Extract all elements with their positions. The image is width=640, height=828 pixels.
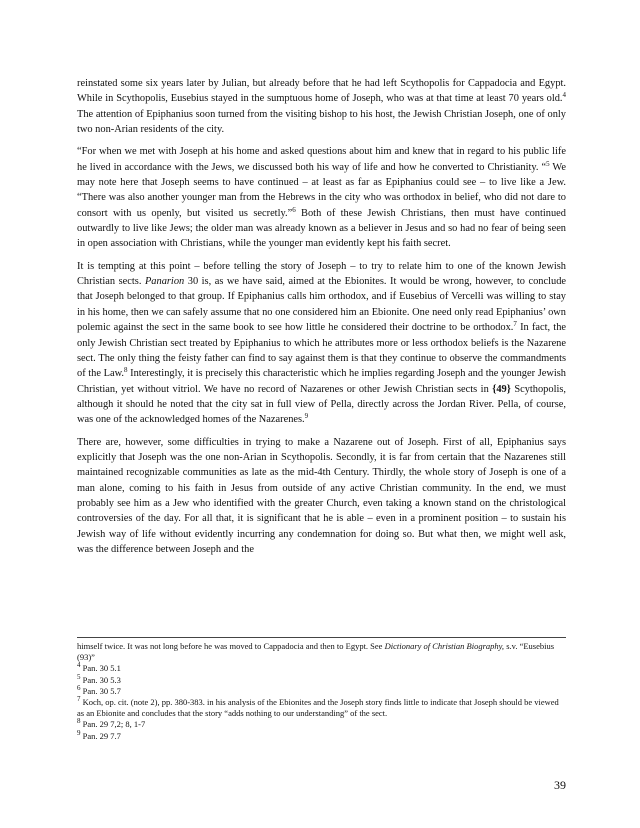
- text-run: In fact, the only Jewish Christian sect treated by Epiphanius to which he attributes more or less orthodox beliefs is the Nazarene sect. The only thing the feisty father can find to say against them is that they continue to observe the commandments of the Law.: [77, 322, 566, 380]
- footnote-fn-cont: [77, 641, 566, 663]
- text-run: Pan. 29 7,2; 8, 1-7: [80, 719, 146, 730]
- text-run: Interestingly, it is precisely this characteristic which he implies regarding Joseph and the younger Jewish Christian, yet without vitriol. We have no record of Nazarenes or other Jewish Christian sects in: [77, 368, 566, 395]
- footnote-marker: 8: [77, 717, 81, 726]
- text-run: It is tempting at this point – before telling the story of Joseph – to try to relate him to one of the known Jewish Christian sects.: [77, 260, 566, 288]
- footnote-marker: 7: [77, 695, 81, 704]
- footnote-marker: 9: [304, 412, 309, 421]
- text-run: Dictionary of Christian Biography,: [384, 641, 505, 651]
- footnote-marker: 4: [562, 91, 566, 100]
- footnote-marker: 9: [77, 728, 81, 737]
- footnote-fn8: [77, 719, 566, 730]
- footnote-fn6: [77, 683, 566, 697]
- footnote-marker: 8: [124, 366, 128, 375]
- footnote-separator: [77, 637, 566, 638]
- text-run: s.v. “Eusebius (93)”: [77, 641, 555, 663]
- body-text: [77, 76, 566, 564]
- footnote-fn4: [77, 663, 566, 674]
- paragraph-p4: [77, 435, 566, 558]
- text-run: {49}: [492, 383, 511, 395]
- footnote-fn9: [77, 728, 566, 742]
- footnote-marker: 7: [513, 320, 517, 329]
- footnote-fn7: [77, 697, 566, 719]
- text-run: Pan. 30 5.3: [80, 674, 121, 685]
- footnote-marker: 6: [77, 683, 81, 692]
- paragraph-p2: [77, 144, 566, 251]
- text-run: himself twice. It was not long before he was moved to Cappadocia and then to Egypt. See: [77, 641, 385, 651]
- footnote-marker: 5: [546, 159, 550, 168]
- page-number: 39: [554, 778, 566, 792]
- text-run: Pan. 30 5.1: [80, 663, 121, 674]
- footnotes: [77, 641, 566, 742]
- text-run: Pan. 29 7.7: [80, 730, 121, 741]
- text-run: There are, however, some difficulties in trying to make a Nazarene out of Joseph. First of all, Epiphanius says explicitly that Joseph was the one non-Arian in Scythopolis. Secondly, it is far from certain that the Nazarenes still maintained recognizable communities as late as the mid-4th Century. Thirdly, the whole story of Joseph is one of a man alone, coming to his faith in Jesus from outside of any active Christian community. In the end, we must probably see him as a Jew who identified with the greater Church, even taking a known stand on the christological controversies of the day. For all that, it is significant that he is able – even in a prominent position – to sustain his Jewish way of life without evidently incurring any condemnation for doing so. But what then, we might well ask, was the difference between Joseph and the: [77, 436, 566, 555]
- footnote-marker: 4: [77, 661, 81, 670]
- text-run: Both of these Jewish Christians, then must have continued outwardly to live like Jews; the older man was already known as a believer in Jesus and so had no fear of being seen in open association with Christians, while the younger man evidently kept his faith secret.: [77, 207, 566, 250]
- text-run: 30 is, as we have said, aimed at the Ebionites. It would be wrong, however, to conclude that Joseph belonged to that group. If Epiphanius calls him orthodox, and if Eusebius of Vercelli was willing to stay in his home, then we can safely assume that no one considered him an Ebionite. One need only read Epiphanius’ own polemic against the sect in the same book to see how little he considered their doctrine to be orthodox.: [77, 276, 567, 334]
- text-run: The attention of Epiphanius soon turned from the visiting bishop to his host, the Jewish Christian Joseph, one of only two non-Arian residents of the city.: [77, 108, 566, 136]
- text-run: Koch, op. cit. (note 2), pp. 380-383. in his analysis of the Ebionites and the Joseph story finds little to indicate that Joseph should be viewed as an Ebionite and concludes that the story “adds nothing to our understanding” of the sect.: [77, 697, 559, 719]
- text-run: Scythopolis, although it should he noted that the city sat in full view of Pella, directly across the Jordan River. Pella, of course, was one of the acknowledged homes of the Nazarenes.: [77, 383, 566, 426]
- footnote-marker: 6: [292, 205, 296, 214]
- paragraph-p1: [77, 76, 566, 137]
- text-run: Pan. 30 5.7: [80, 685, 121, 696]
- text-run: Panarion: [144, 276, 185, 288]
- footnote-marker: 5: [77, 672, 81, 681]
- footnote-fn5: [77, 672, 566, 686]
- text-run: reinstated some six years later by Julian, but already before that he had left Scythopolis for Cappadocia and Egypt. While in Scythopolis, Eusebius stayed in the sumptuous home of Joseph, who was at that time at least 70 years old.: [77, 78, 566, 105]
- text-run: We may note here that Joseph seems to have continued – at least as far as Epiphanius could see – to live like a Jew. “There was also another younger man from the Hebrews in the city who was orthodox in belief, who did not dare to consort with us openly, but visited us secretly.”: [77, 161, 566, 219]
- text-run: “For when we met with Joseph at his home and asked questions about him and knew that in regard to his public life he lived in accordance with the Jews, we discussed both his way of life and how he converted to Christianity. “: [77, 146, 566, 173]
- paragraph-p3: [77, 259, 566, 428]
